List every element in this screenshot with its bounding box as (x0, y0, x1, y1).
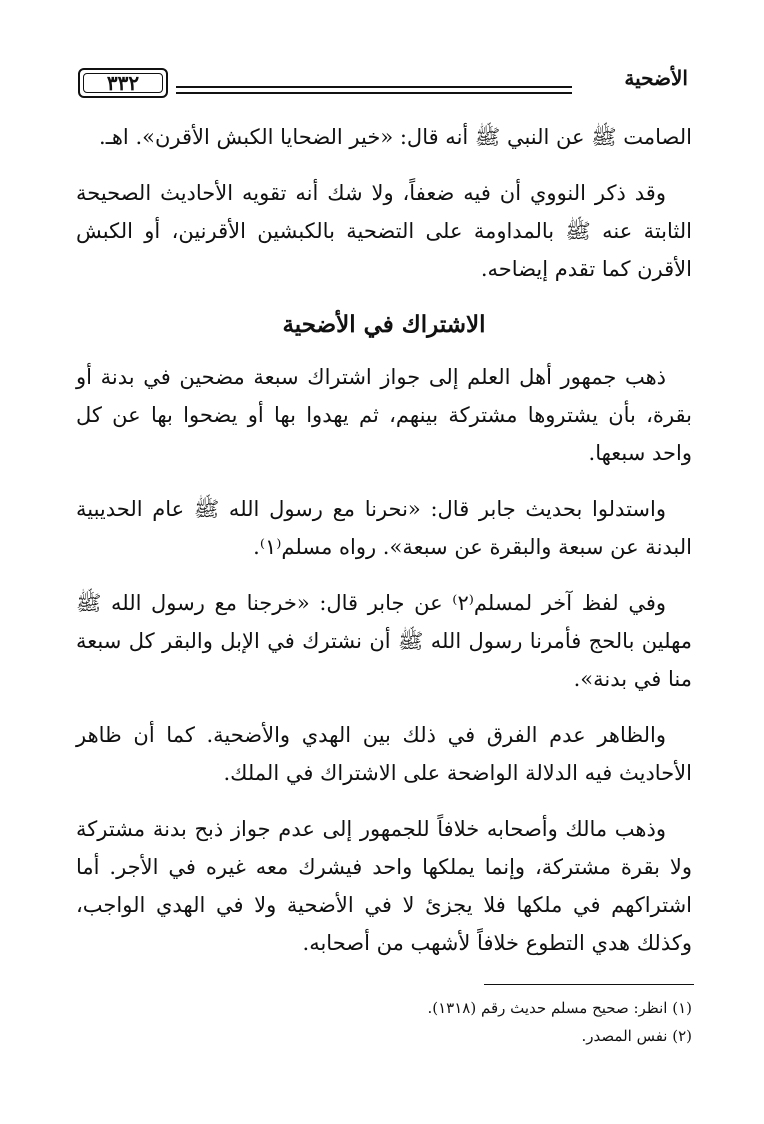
footnote: (٢) نفس المصدر. (581, 1027, 692, 1045)
header-rule (176, 92, 572, 94)
header-rule (176, 86, 572, 88)
paragraph: ذهب جمهور أهل العلم إلى جواز اشتراك سبعة مضحين في بدنة أو بقرة، بأن يشتروها مشتركة بينهم، ثم يهدوا بها أو يضحوا بها عن كل واحد سبعها. (76, 365, 692, 465)
paragraph: والظاهر عدم الفرق في ذلك بين الهدي والأضحية. كما أن ظاهر الأحاديث فيه الدلالة الواضحة على الاشتراك في الملك. (76, 723, 692, 785)
paragraph: واستدلوا بحديث جابر قال: «نحرنا مع رسول الله ﷺ عام الحديبية البدنة عن سبعة والبقرة عن سبعة». رواه مسلم⁽١⁾. (76, 497, 692, 559)
paragraph: وقد ذكر النووي أن فيه ضعفاً، ولا شك أنه تقويه الأحاديث الصحيحة الثابتة عنه ﷺ بالمداومة على التضحية بالكبشين الأقرنين، أو الكبش الأقرن كما تقدم إيضاحه. (76, 181, 692, 281)
running-title: الأضحية (624, 66, 688, 90)
page-number: ٣٣٢ (78, 68, 168, 98)
page-header (78, 62, 688, 102)
body-text (76, 118, 692, 980)
footnote: (١) انظر: صحيح مسلم حديث رقم (١٣١٨). (427, 999, 692, 1017)
paragraph: وفي لفظ آخر لمسلم⁽٢⁾ عن جابر قال: «خرجنا مع رسول الله ﷺ مهلين بالحج فأمرنا رسول الله ﷺ أن نشترك في الإبل والبقر كل سبعة منا في بدنة». (76, 591, 692, 691)
paragraph: وذهب مالك وأصحابه خلافاً للجمهور إلى عدم جواز ذبح بدنة مشتركة ولا بقرة مشتركة، وإنما يملكها واحد فيشرك معه غيره في الأجر. أما اشتراكهم في ملكها فلا يجزئ لا في الأضحية ولا في الهدي الواجب، وكذلك هدي التطوع خلافاً لأشهب من أصحابه. (76, 817, 692, 955)
paragraph: الصامت ﷺ عن النبي ﷺ أنه قال: «خير الضحايا الكبش الأقرن». اهـ. (99, 125, 692, 149)
footnotes (76, 994, 692, 1050)
footnote-separator (484, 984, 694, 985)
section-heading: الاشتراك في الأضحية (282, 311, 486, 338)
